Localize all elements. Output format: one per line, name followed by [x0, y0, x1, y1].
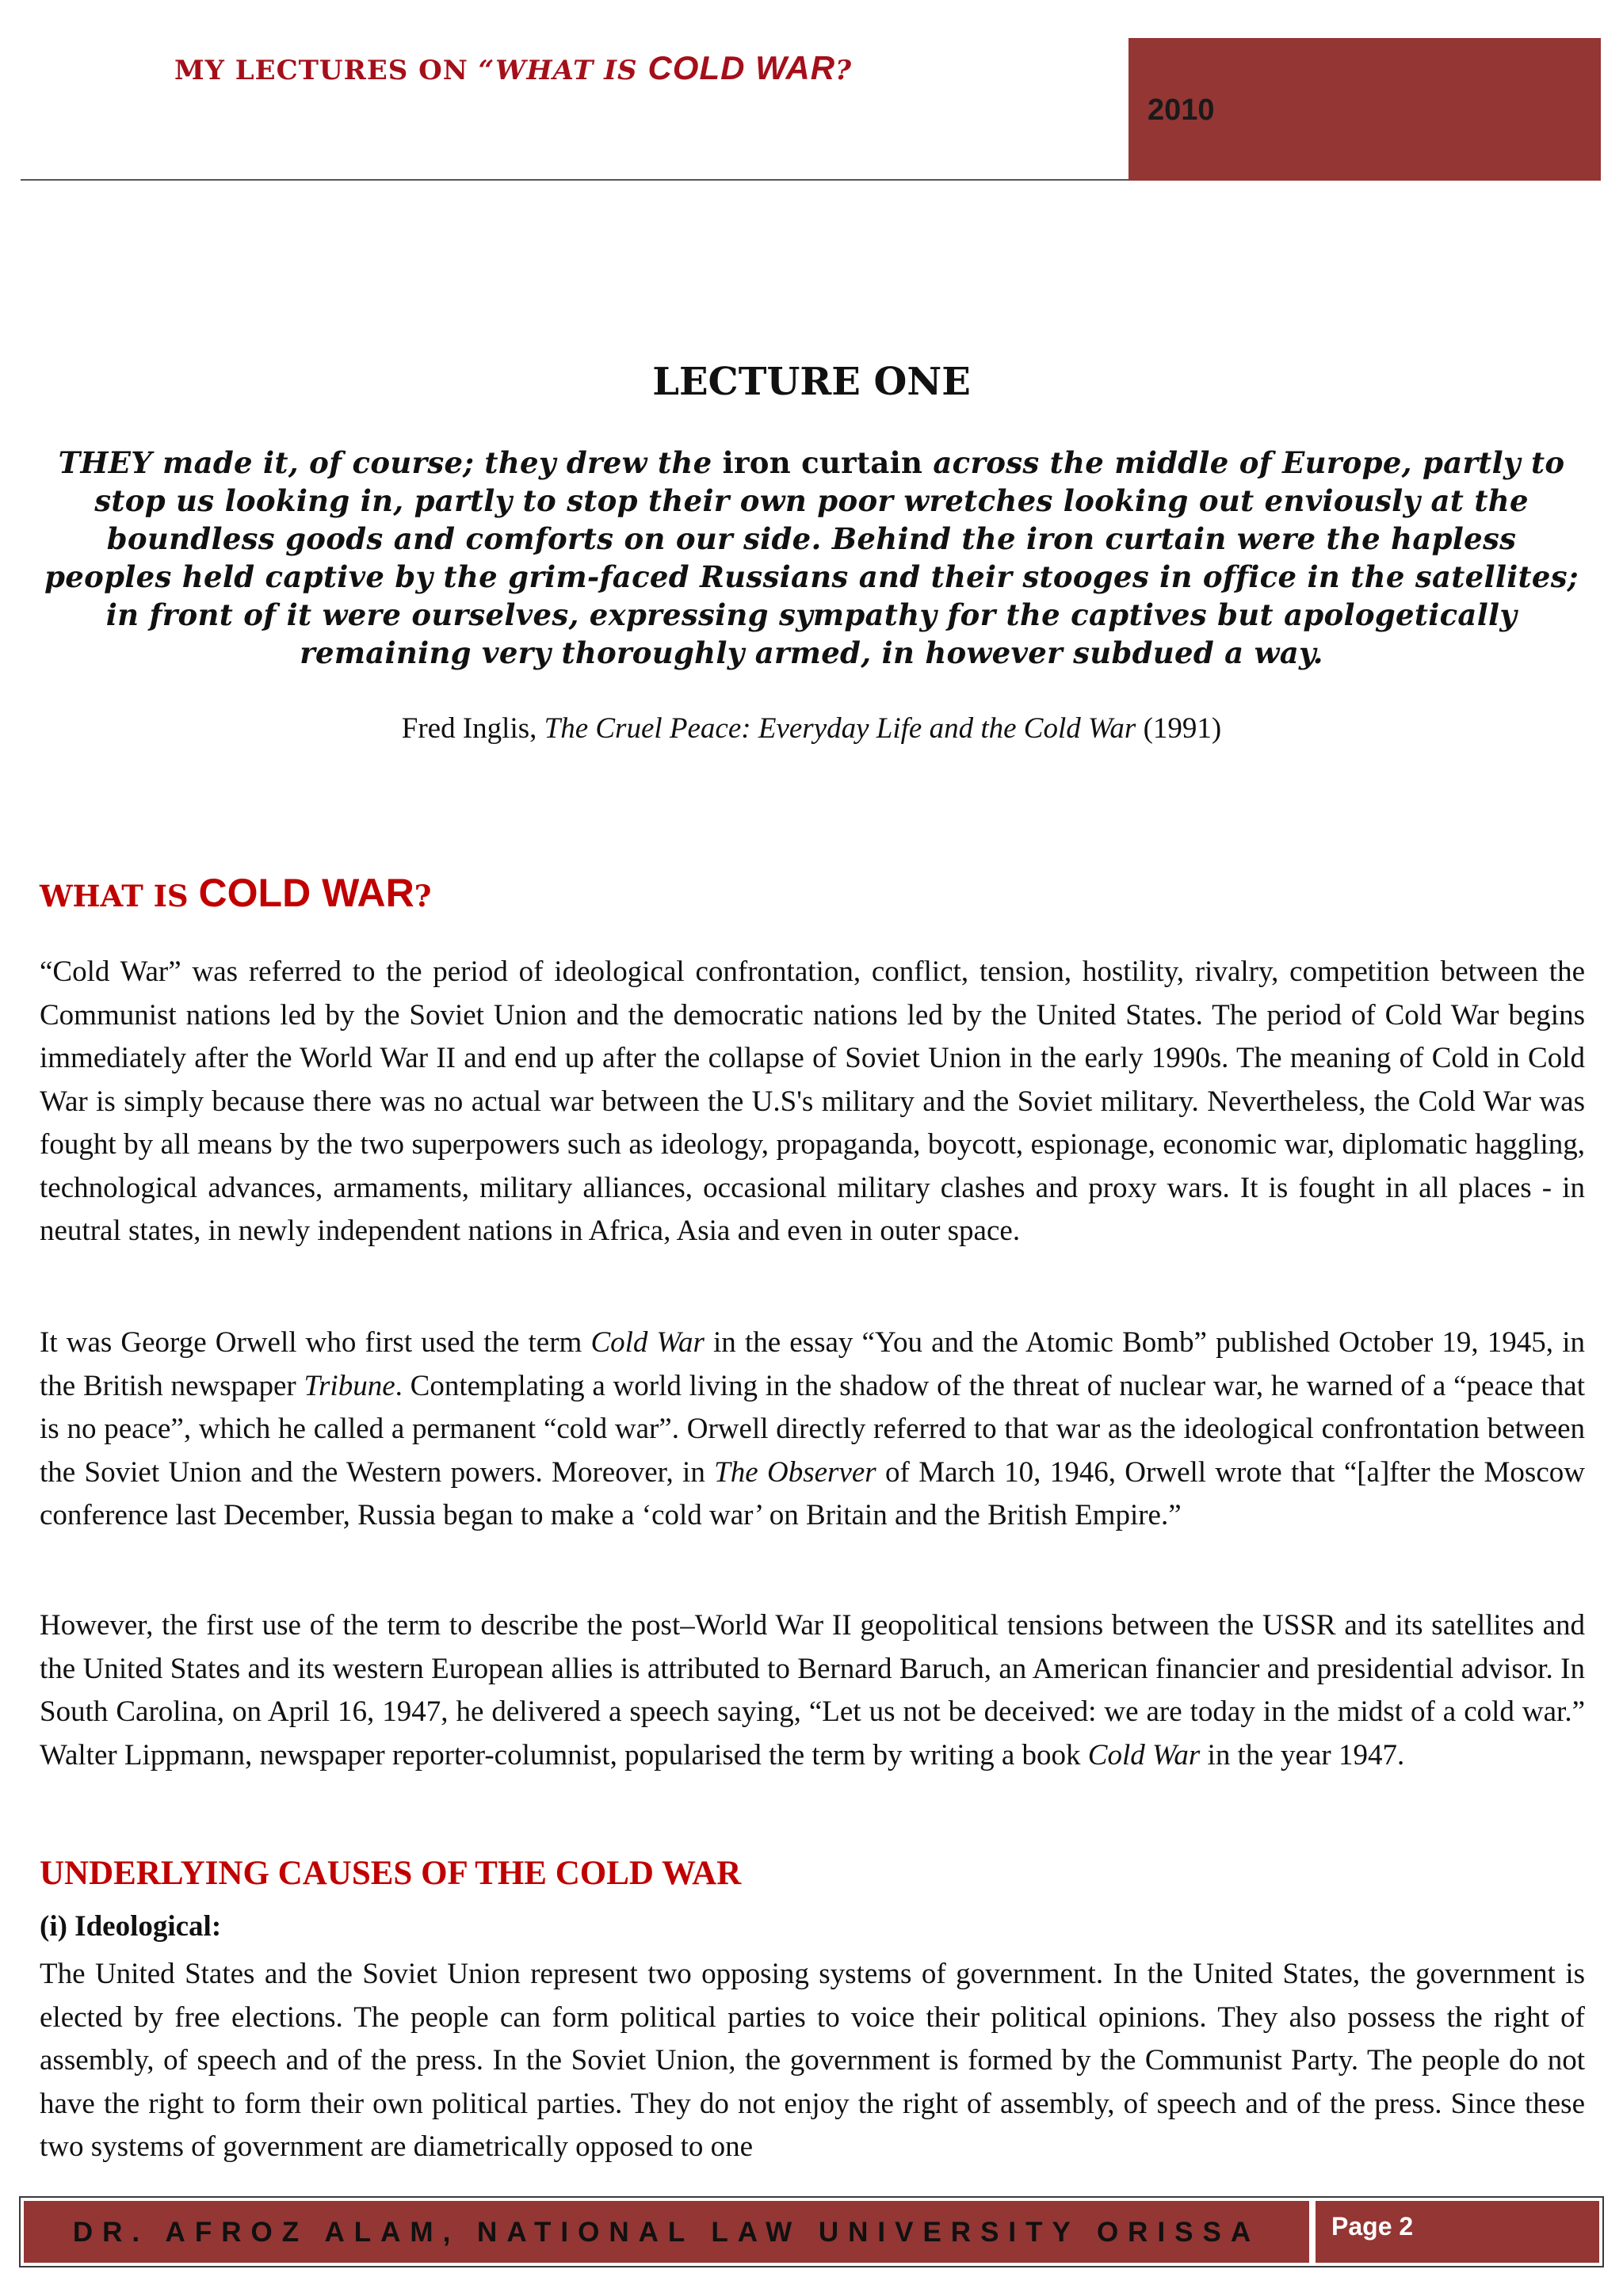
paragraph-orwell [40, 1322, 1585, 1538]
header-year: 2010 [1148, 93, 1215, 127]
footer-author: DR. AFROZ ALAM, NATIONAL LAW UNIVERSITY ORISSA [72, 2217, 1261, 2248]
header-title-what: “WHAT IS [478, 55, 648, 86]
header-title-cold-war: COLD WAR [647, 49, 836, 86]
paragraph-ideological: The United States and the Soviet Union represent two opposing systems of government. In the United States, the government is elected by free elections. The people can form political parties to voice their political opinions. They also possess the right of assembly, of speech and of the press. In the Soviet Union, the government is formed by the Communist Party. The people do not have the right to form their own political parties. They do not enjoy the right of assembly, of speech and of the press. Since these two systems of government are diametrically opposed to one [40, 1958, 1585, 2163]
para3-text-2: in the year 1947. [1200, 1738, 1405, 1772]
citation-title: The Cruel Peace: Everyday Life and the Cold War [544, 712, 1136, 745]
ideological-subheading: (i) Ideological: [40, 1910, 222, 1943]
para3-text-1: However, the first use of the term to describe the post–World War II geopolitical tensions between the USSR and its satellites and the United States and its western European allies is attributed to Bernard Baruch, an American financier and presidential advisor. In South Carolina, on April 16, 1947, he delivered a speech saying, “Let us not be deceived: we are today in the midst of a cold war.” Walter Lippmann, newspaper reporter-columnist, popularised the term by writing a book [40, 1609, 1585, 1772]
header-title [174, 49, 852, 87]
header-title-suffix: ? [835, 55, 853, 86]
epigraph-citation [0, 711, 1623, 746]
lecture-heading: LECTURE ONE [652, 360, 971, 404]
section-heading-cold-war: COLD WAR [198, 871, 414, 915]
paragraph-baruch [40, 1604, 1585, 1777]
para2-italic-observer: The Observer [714, 1455, 876, 1489]
para2-italic-cold-war: Cold War [590, 1326, 705, 1359]
para2-text-1: It was George Orwell who first used the term [40, 1326, 591, 1359]
epigraph-part-2: across the middle of Europe, partly to stop us looking in, partly to stop their own poor wretches looking out enviously at the boundless goods and comforts on our side. Behind the iron curtain were the hapless peoples held captive by the grim-faced Russians and their stooges in office in the satellites; in front of it were ourselves, expressing sympathy for the captives but apologetically remaining very thoroughly armed, in however subdued a way. [44, 445, 1579, 670]
epigraph-quote [40, 444, 1583, 672]
para2-text-4: of March 10, 1946, Orwell wrote that “[a]fter the Moscow conference last December, Russia began to make a ‘cold war’ on Britain and the British Empire.” [40, 1455, 1585, 1531]
page-number: Page 2 [1331, 2212, 1414, 2241]
header-divider [21, 179, 1138, 181]
citation-year: (1991) [1136, 712, 1222, 745]
epigraph-iron-curtain: iron curtain [722, 445, 923, 480]
section-heading-what-is: WHAT IS [40, 879, 199, 913]
section-heading-question: ? [414, 879, 432, 913]
section-heading [40, 870, 431, 916]
paragraph-definition: “Cold War” was referred to the period of ideological confrontation, conflict, tension, hostility, rivalry, competition between the Communist nations led by the Soviet Union and the democratic nations led by the United States. The period of Cold War begins immediately after the World War II and end up after the collapse of Soviet Union in the early 1990s. The meaning of Cold in Cold War is simply because there was no actual war between the U.S's military and the Soviet military. Nevertheless, the Cold War was fought by all means by the two superpowers such as ideology, propaganda, boycott, espionage, economic war, diplomatic haggling, technological advances, armaments, military alliances, occasional military clashes and proxy wars. It is fought in all places - in neutral states, in newly independent nations in Africa, Asia and even in outer space. [40, 955, 1585, 1247]
para3-italic-cold-war: Cold War [1087, 1738, 1201, 1772]
para2-text-3: . Contemplating a world living in the shadow of the threat of nuclear war, he warned of a “peace that is no peace”, which he called a permanent “cold war”. Orwell directly referred to that war as the ideological confrontation between the Soviet Union and the Western powers. Moreover, in [40, 1369, 1585, 1489]
epigraph-part-1: THEY made it, of course; they drew the [58, 445, 723, 480]
header-title-prefix: MY LECTURES ON [174, 55, 479, 86]
citation-author: Fred Inglis, [401, 712, 544, 745]
para2-text-2: in the essay “You and the Atomic Bomb” published October 19, 1945, in the British newspaper [40, 1326, 1585, 1402]
para2-italic-tribune: Tribune [304, 1369, 395, 1402]
causes-heading: UNDERLYING CAUSES OF THE COLD WAR [40, 1855, 742, 1892]
